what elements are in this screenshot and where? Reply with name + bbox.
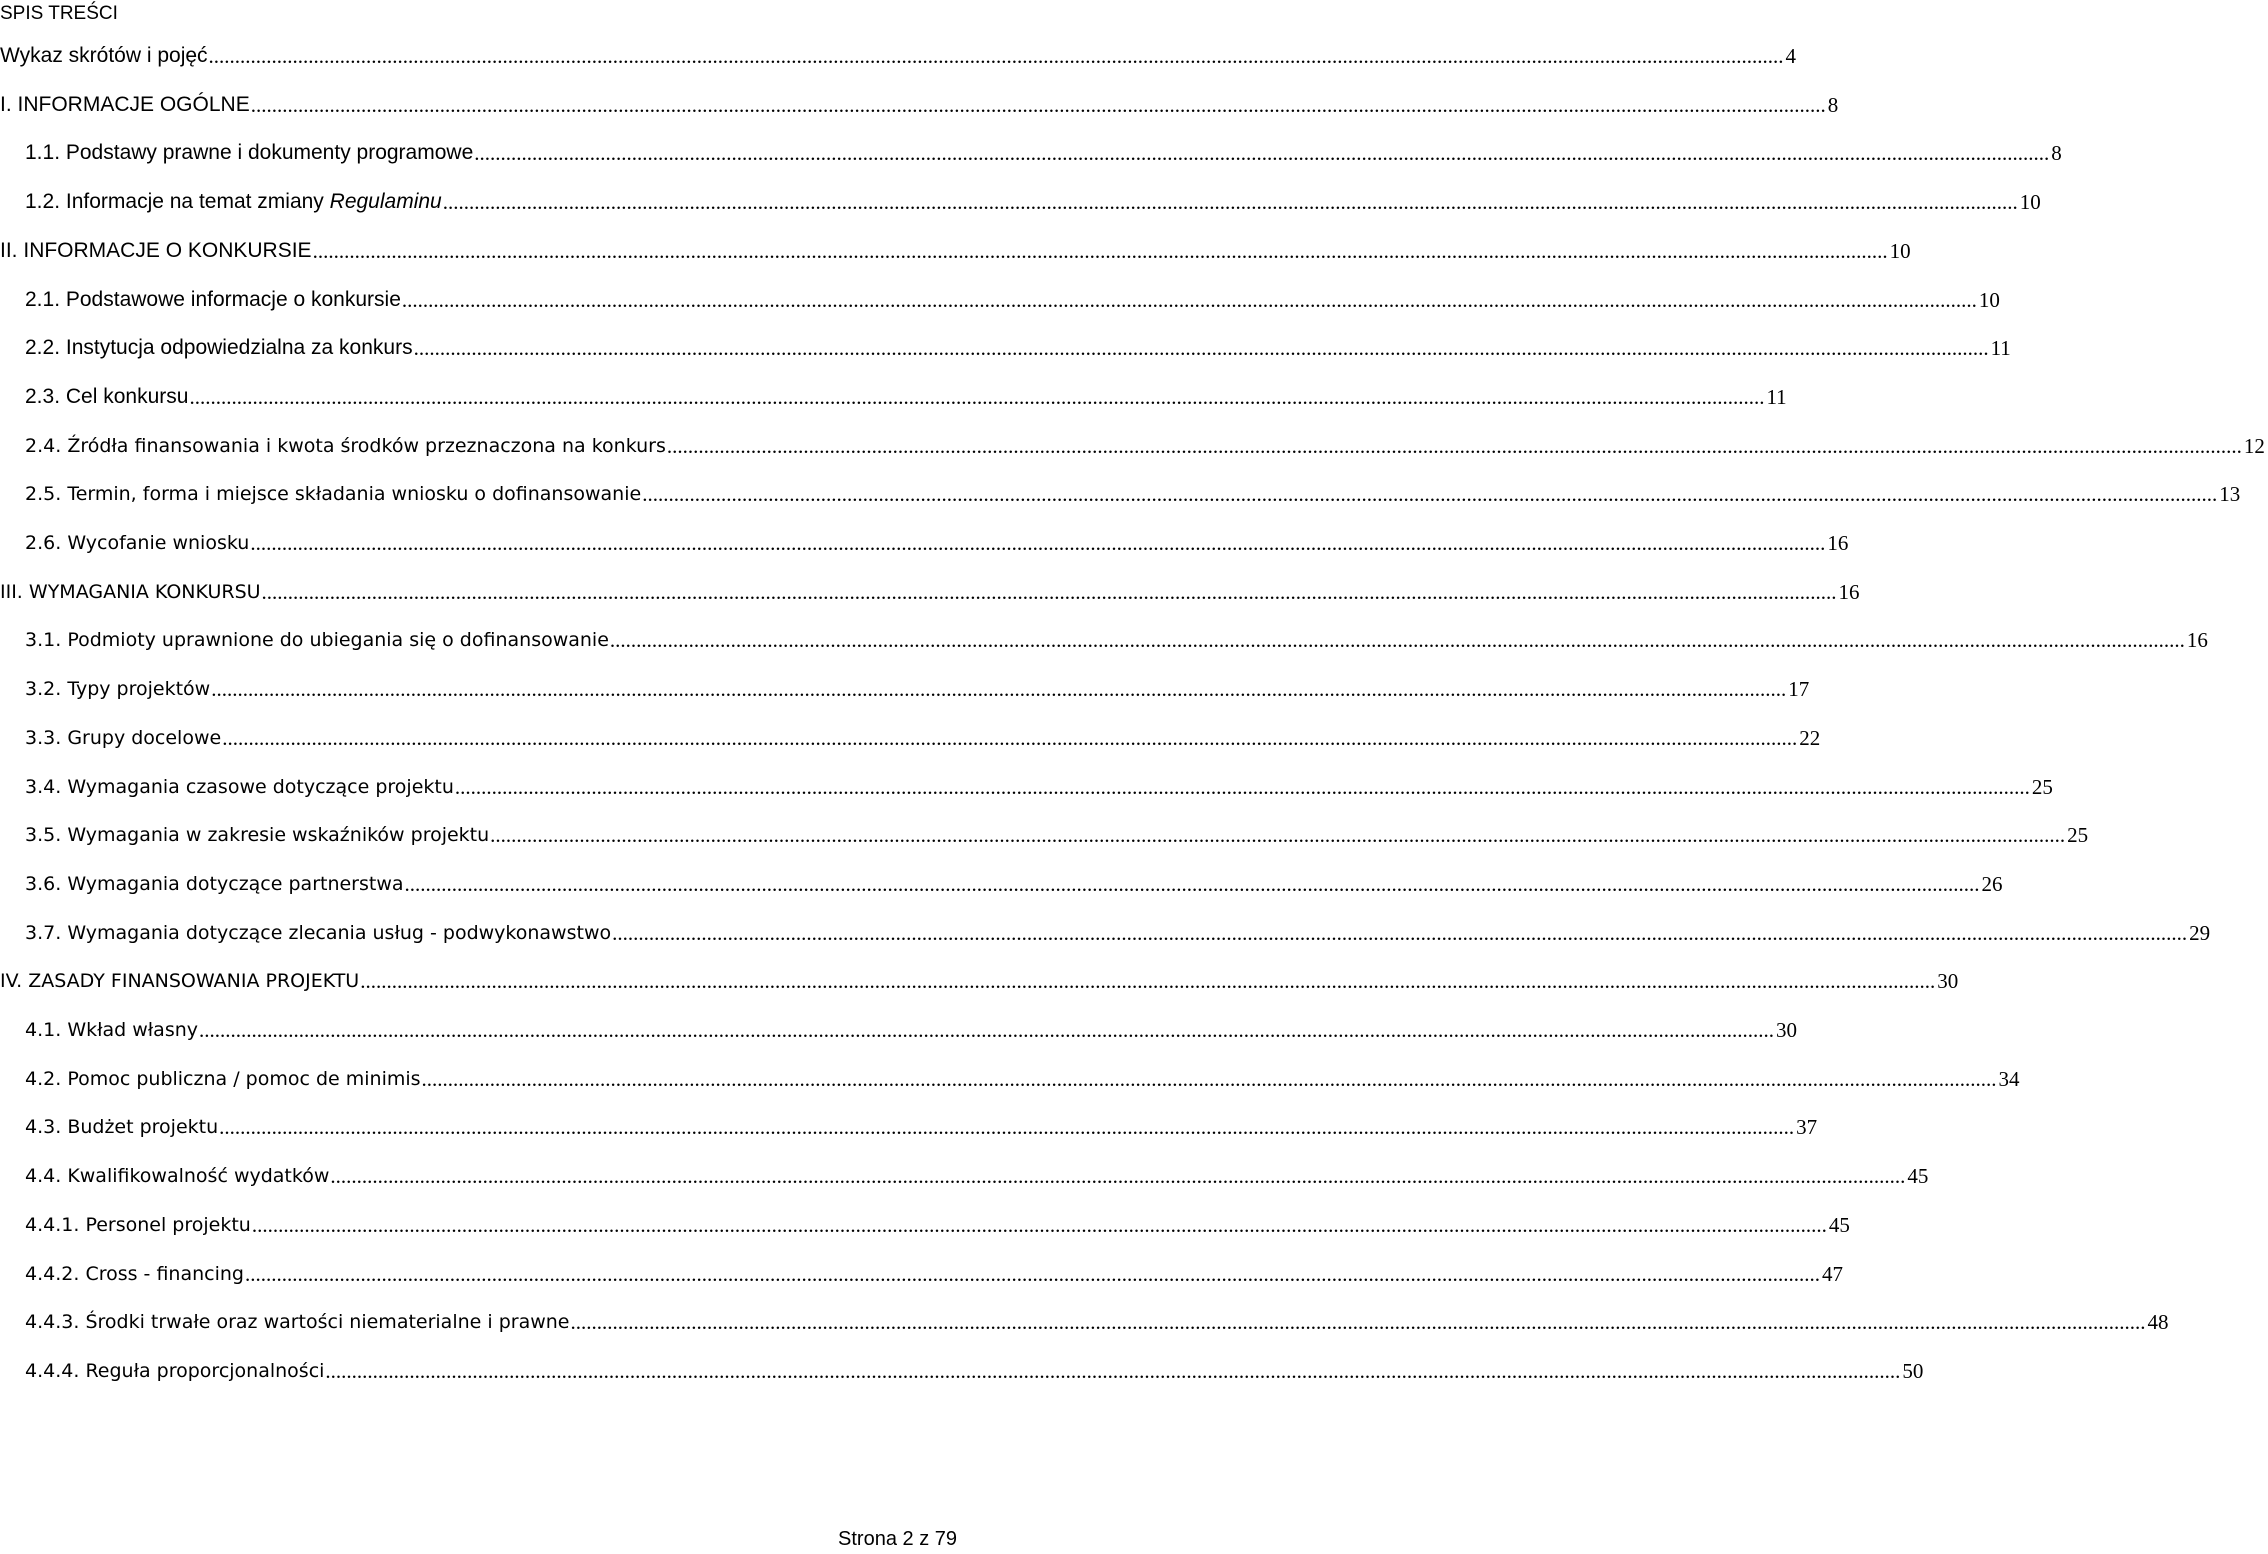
toc-page-number: 16	[1827, 531, 1849, 555]
toc-entry[interactable]	[0, 722, 1821, 752]
toc-page-number: 47	[1821, 1262, 1843, 1286]
toc-dot-leader: ............................................................................................................................................................................................................................................................................................................	[330, 1164, 1906, 1188]
toc-entry[interactable]	[0, 332, 2011, 362]
toc-entry-title	[25, 188, 442, 216]
toc-page-number: 25	[2067, 823, 2089, 847]
toc-page-number: 29	[2189, 921, 2211, 945]
toc-entry-title	[25, 334, 413, 362]
toc-entry-title	[25, 1260, 244, 1288]
toc-page-number: 34	[1998, 1067, 2020, 1091]
toc-entry-text: Cross - financing	[85, 1263, 244, 1285]
toc-entry-title	[0, 967, 359, 995]
toc-entry-number: 4.2.	[25, 1068, 62, 1090]
toc-entry-text: Podstawy prawne i dokumenty programowe	[65, 141, 474, 164]
toc-entry[interactable]	[0, 1063, 2020, 1093]
toc-dot-leader: ............................................................................................................................................................................................................................................................................................................	[250, 93, 1826, 117]
toc-dot-leader: ............................................................................................................................................................................................................................................................................................................	[570, 1310, 2146, 1334]
toc-entry[interactable]	[0, 1160, 1929, 1190]
toc-entry-text: Reguła proporcjonalności	[85, 1360, 325, 1382]
toc-entry-text: INFORMACJE O KONKURSIE	[23, 239, 312, 262]
toc-entry-title	[25, 139, 473, 167]
toc-page-number: 11	[1766, 385, 1787, 409]
toc-entry-text: Wymagania czasowe dotyczące projektu	[67, 776, 454, 798]
toc-entry-title	[0, 42, 208, 70]
toc-entry[interactable]	[0, 235, 1911, 265]
toc-entry-title	[25, 1065, 421, 1093]
toc-entry[interactable]	[0, 284, 2000, 314]
toc-entry[interactable]	[0, 576, 1860, 606]
toc-page-number: 16	[1838, 580, 1860, 604]
toc-dot-leader: ............................................................................................................................................................................................................................................................................................................	[189, 385, 1765, 409]
toc-entry-title	[25, 821, 489, 849]
toc-entry-title	[0, 237, 312, 265]
toc-entry-number: IV.	[0, 970, 23, 992]
toc-entry[interactable]	[0, 771, 2053, 801]
toc-dot-leader: ............................................................................................................................................................................................................................................................................................................	[325, 1359, 1901, 1383]
toc-entry[interactable]	[0, 527, 1849, 557]
toc-page-number: 30	[1937, 969, 1959, 993]
toc-entry-number: I.	[0, 93, 12, 116]
toc-entry-text: Typy projektów	[67, 678, 211, 700]
toc-entry-title	[25, 919, 611, 947]
toc-entry[interactable]	[0, 430, 2265, 460]
toc-dot-leader: ............................................................................................................................................................................................................................................................................................................	[219, 1115, 1795, 1139]
toc-page-number: 45	[1828, 1213, 1850, 1237]
toc-entry-text: Źródła finansowania i kwota środków przeznaczona na konkurs	[67, 435, 666, 457]
toc-entry-number: 4.4.2.	[25, 1263, 80, 1285]
toc-dot-leader: ............................................................................................................................................................................................................................................................................................................	[421, 1067, 1997, 1091]
toc-entry-number: 2.2.	[25, 336, 61, 359]
toc-entry-number: 3.4.	[25, 776, 62, 798]
toc-page-number: 17	[1788, 677, 1810, 701]
toc-entry[interactable]	[0, 1258, 1843, 1288]
toc-page-number: 8	[2051, 141, 2062, 165]
toc-dot-leader: ............................................................................................................................................................................................................................................................................................................	[642, 482, 2218, 506]
toc-page-number: 50	[1902, 1359, 1924, 1383]
toc-entry-text: ZASADY FINANSOWANIA PROJEKTU	[28, 970, 360, 992]
toc-entry-number: 4.4.3.	[25, 1311, 80, 1333]
toc-entry-text: Kwalifikowalność wydatków	[67, 1165, 330, 1187]
toc-entry[interactable]	[0, 1306, 2169, 1336]
toc-entry-number: 3.1.	[25, 629, 62, 651]
toc-entry-number: 4.4.	[25, 1165, 62, 1187]
toc-entry[interactable]	[0, 40, 1797, 70]
toc-entry-number: 4.4.4.	[25, 1360, 80, 1382]
toc-page-number: 48	[2147, 1310, 2169, 1334]
toc-entry-title	[25, 480, 641, 508]
toc-entry-text: Personel projektu	[85, 1214, 251, 1236]
toc-entry[interactable]	[0, 1111, 1818, 1141]
toc-dot-leader: ............................................................................................................................................................................................................................................................................................................	[666, 434, 2242, 458]
toc-entry[interactable]	[0, 186, 2041, 216]
toc-entry[interactable]	[0, 1014, 1798, 1044]
toc-dot-leader: ............................................................................................................................................................................................................................................................................................................	[250, 531, 1826, 555]
toc-entry[interactable]	[0, 868, 2003, 898]
toc-dot-leader: ............................................................................................................................................................................................................................................................................................................	[474, 141, 2050, 165]
toc-entry-number: 1.2.	[25, 190, 61, 213]
toc-entry-text: Pomoc publiczna / pomoc de minimis	[67, 1068, 421, 1090]
toc-entry[interactable]	[0, 624, 2208, 654]
toc-entry-number: 2.4.	[25, 435, 62, 457]
toc-entry-number: 3.2.	[25, 678, 62, 700]
toc-entry[interactable]	[0, 478, 2241, 508]
toc-entry-text: Podstawowe informacje o konkursie	[65, 288, 401, 311]
toc-page-number: 11	[1990, 336, 2011, 360]
toc-entry-text: Środki trwałe oraz wartości niematerialne i prawne	[85, 1311, 570, 1333]
toc-entry-number: 3.3.	[25, 727, 62, 749]
toc-entry-title	[25, 1016, 198, 1044]
toc-entry-number: 2.3.	[25, 385, 61, 408]
toc-dot-leader: ............................................................................................................................................................................................................................................................................................................	[199, 1018, 1775, 1042]
toc-entry-title	[0, 91, 250, 119]
toc-dot-leader: ............................................................................................................................................................................................................................................................................................................	[454, 775, 2030, 799]
toc-entry-title	[25, 870, 404, 898]
toc-entry-text: Podmioty uprawnione do ubiegania się o dofinansowanie	[67, 629, 609, 651]
toc-entry-text: Cel konkursu	[65, 385, 189, 408]
toc-entry[interactable]	[0, 819, 2089, 849]
toc-entry[interactable]	[0, 673, 1810, 703]
toc-entry-title	[25, 626, 609, 654]
toc-entry-number: 2.1.	[25, 288, 61, 311]
toc-entry-number: 3.7.	[25, 922, 62, 944]
toc-page-number: 10	[2019, 190, 2041, 214]
toc-dot-leader: ............................................................................................................................................................................................................................................................................................................	[609, 628, 2185, 652]
toc-page-number: 10	[1978, 288, 2000, 312]
toc-dot-leader: ............................................................................................................................................................................................................................................................................................................	[312, 239, 1888, 263]
toc-entry[interactable]	[0, 137, 2062, 167]
toc-page-number: 12	[2243, 434, 2265, 458]
toc-entry-title	[25, 432, 666, 460]
toc-entry-title	[25, 383, 188, 411]
toc-entry-title	[25, 1357, 324, 1385]
toc-entry-title	[25, 1162, 329, 1190]
toc-page-number: 37	[1796, 1115, 1818, 1139]
toc-dot-leader: ............................................................................................................................................................................................................................................................................................................	[490, 823, 2066, 847]
toc-dot-leader: ............................................................................................................................................................................................................................................................................................................	[244, 1262, 1820, 1286]
toc-entry-text: WYMAGANIA KONKURSU	[28, 581, 261, 603]
toc-dot-leader: ............................................................................................................................................................................................................................................................................................................	[360, 969, 1936, 993]
toc-entry-title	[25, 529, 249, 557]
page-number-footer: Strona 2 z 79	[838, 1528, 957, 1550]
toc-entry[interactable]	[0, 1209, 1850, 1239]
toc-page-number: 22	[1799, 726, 1821, 750]
toc-entry-text: Wykaz skrótów i pojęć	[0, 44, 208, 67]
toc-entry-title	[25, 1211, 251, 1239]
toc-page-number: 30	[1776, 1018, 1798, 1042]
toc-entry-text: Wymagania w zakresie wskaźników projektu	[67, 824, 490, 846]
toc-dot-leader: ............................................................................................................................................................................................................................................................................................................	[404, 872, 1980, 896]
toc-entry-number: 3.5.	[25, 824, 62, 846]
toc-page-number: 16	[2186, 628, 2208, 652]
toc-entry[interactable]	[0, 381, 1787, 411]
toc-page-number: 13	[2219, 482, 2241, 506]
toc-entry[interactable]	[0, 89, 1839, 119]
toc-dot-leader: ............................................................................................................................................................................................................................................................................................................	[261, 580, 1837, 604]
toc-entry-number: 1.1.	[25, 141, 61, 164]
toc-entry-number: 4.3.	[25, 1116, 62, 1138]
toc-page-number: 10	[1889, 239, 1911, 263]
toc-entry-text: Wycofanie wniosku	[67, 532, 250, 554]
toc-entry-number: 4.4.1.	[25, 1214, 80, 1236]
toc-entry-number: II.	[0, 239, 18, 262]
toc-entry-text: Wymagania dotyczące partnerstwa	[67, 873, 404, 895]
toc-dot-leader: ............................................................................................................................................................................................................................................................................................................	[413, 336, 1989, 360]
toc-entry-number: 2.6.	[25, 532, 62, 554]
toc-entry-text-italic: Regulaminu	[329, 190, 442, 213]
toc-entry-text: Instytucja odpowiedzialna za konkurs	[65, 336, 413, 359]
toc-entry[interactable]	[0, 1355, 1924, 1385]
toc-entry-text: Grupy docelowe	[67, 727, 222, 749]
toc-entry-title	[25, 286, 401, 314]
toc-entry-title	[25, 773, 454, 801]
toc-dot-leader: ............................................................................................................................................................................................................................................................................................................	[442, 190, 2018, 214]
toc-entry-text: Termin, forma i miejsce składania wniosku o dofinansowanie	[67, 483, 642, 505]
toc-entry-title	[25, 675, 210, 703]
toc-dot-leader: ............................................................................................................................................................................................................................................................................................................	[211, 677, 1787, 701]
toc-dot-leader: ............................................................................................................................................................................................................................................................................................................	[208, 44, 1784, 68]
toc-entry-title	[25, 1308, 569, 1336]
toc-entry-number: 4.1.	[25, 1019, 62, 1041]
toc-entry-title	[25, 724, 221, 752]
page-title: SPIS TREŚCI	[0, 3, 118, 24]
toc-entry-title	[25, 1113, 218, 1141]
toc-dot-leader: ............................................................................................................................................................................................................................................................................................................	[612, 921, 2188, 945]
toc-entry[interactable]	[0, 917, 2211, 947]
toc-entry-title	[0, 578, 261, 606]
toc-entry-text: Budżet projektu	[67, 1116, 219, 1138]
toc-entry[interactable]	[0, 965, 1959, 995]
toc-entry-text: Informacje na temat zmiany	[65, 190, 330, 213]
toc-page-number: 45	[1907, 1164, 1929, 1188]
toc-page-number: 26	[1981, 872, 2003, 896]
toc-dot-leader: ............................................................................................................................................................................................................................................................................................................	[401, 288, 1977, 312]
toc-entry-text: Wkład własny	[67, 1019, 199, 1041]
toc-page-number: 25	[2031, 775, 2053, 799]
toc-entry-text: INFORMACJE OGÓLNE	[17, 93, 250, 116]
toc-entry-text: Wymagania dotyczące zlecania usług - podwykonawstwo	[67, 922, 612, 944]
toc-entry-number: 2.5.	[25, 483, 62, 505]
toc-page-number: 4	[1785, 44, 1797, 68]
toc-entry-number: 3.6.	[25, 873, 62, 895]
toc-dot-leader: ............................................................................................................................................................................................................................................................................................................	[222, 726, 1798, 750]
toc-entry-number: III.	[0, 581, 23, 603]
toc-dot-leader: ............................................................................................................................................................................................................................................................................................................	[251, 1213, 1827, 1237]
toc-page-number: 8	[1827, 93, 1839, 117]
